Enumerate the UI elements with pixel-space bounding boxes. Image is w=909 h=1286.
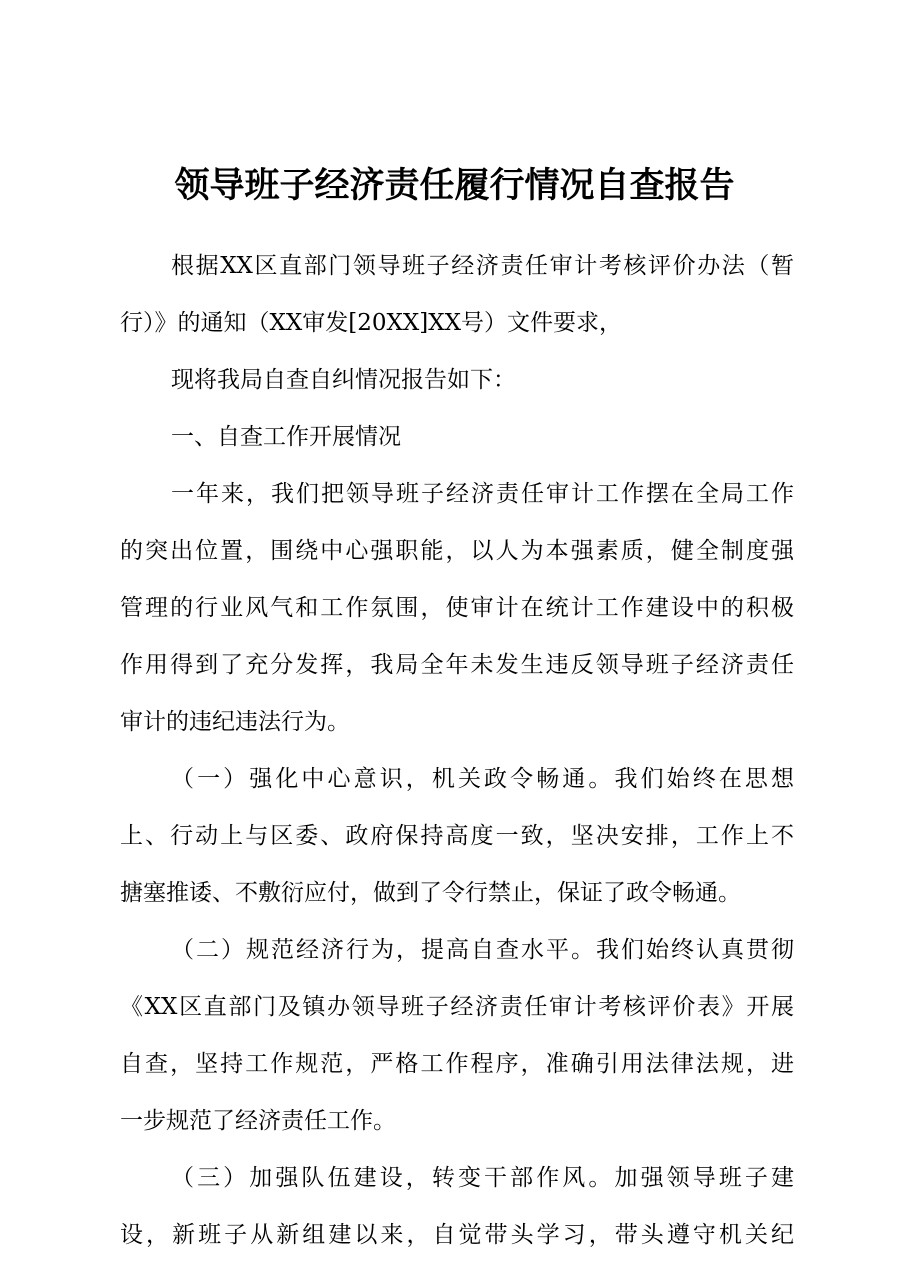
paragraph-line: 自查，坚持工作规范，严格工作程序，准确引用法律法规，进 bbox=[120, 1051, 794, 1077]
paragraph-line: 行）》的通知（XX审发[20XX]XX号）文件要求， bbox=[120, 310, 622, 336]
paragraph-line: 搪塞推诿、不敷衍应付，做到了令行禁止，保证了政令畅通。 bbox=[120, 880, 741, 906]
document-body bbox=[120, 238, 794, 1264]
document-title: 领导班子经济责任履行情况自查报告 bbox=[174, 165, 735, 206]
paragraph-line: 一年来，我们把领导班子经济责任审计工作摆在全局工作 bbox=[171, 481, 794, 507]
section-heading: 一、自查工作开展情况 bbox=[171, 424, 401, 450]
paragraph-line: 上、行动上与区委、政府保持高度一致，坚决安排，工作上不 bbox=[120, 823, 794, 849]
paragraph-line: （一）强化中心意识，机关政令畅通。我们始终在思想 bbox=[171, 766, 794, 792]
paragraph-line: 审计的违纪违法行为。 bbox=[120, 709, 350, 735]
paragraph-line: 设，新班子从新组建以来，自觉带头学习，带头遵守机关纪 bbox=[120, 1222, 794, 1248]
paragraph-line: 的突出位置，围绕中心强职能，以人为本强素质，健全制度强 bbox=[120, 538, 794, 564]
paragraph-line: 一步规范了经济责任工作。 bbox=[120, 1108, 396, 1134]
paragraph-line: （三）加强队伍建设，转变干部作风。加强领导班子建 bbox=[171, 1165, 794, 1191]
paragraph-line: 《XX区直部门及镇办领导班子经济责任审计考核评价表》开展 bbox=[120, 994, 794, 1020]
paragraph-line: 根据XX区直部门领导班子经济责任审计考核评价办法（暂 bbox=[171, 253, 794, 279]
paragraph-line: 现将我局自查自纠情况报告如下： bbox=[171, 367, 516, 393]
paragraph-line: 管理的行业风气和工作氛围，使审计在统计工作建设中的积极 bbox=[120, 595, 794, 621]
paragraph-line: 作用得到了充分发挥，我局全年未发生违反领导班子经济责任 bbox=[120, 652, 794, 678]
paragraph-line: （二）规范经济行为，提高自查水平。我们始终认真贯彻 bbox=[171, 937, 794, 963]
